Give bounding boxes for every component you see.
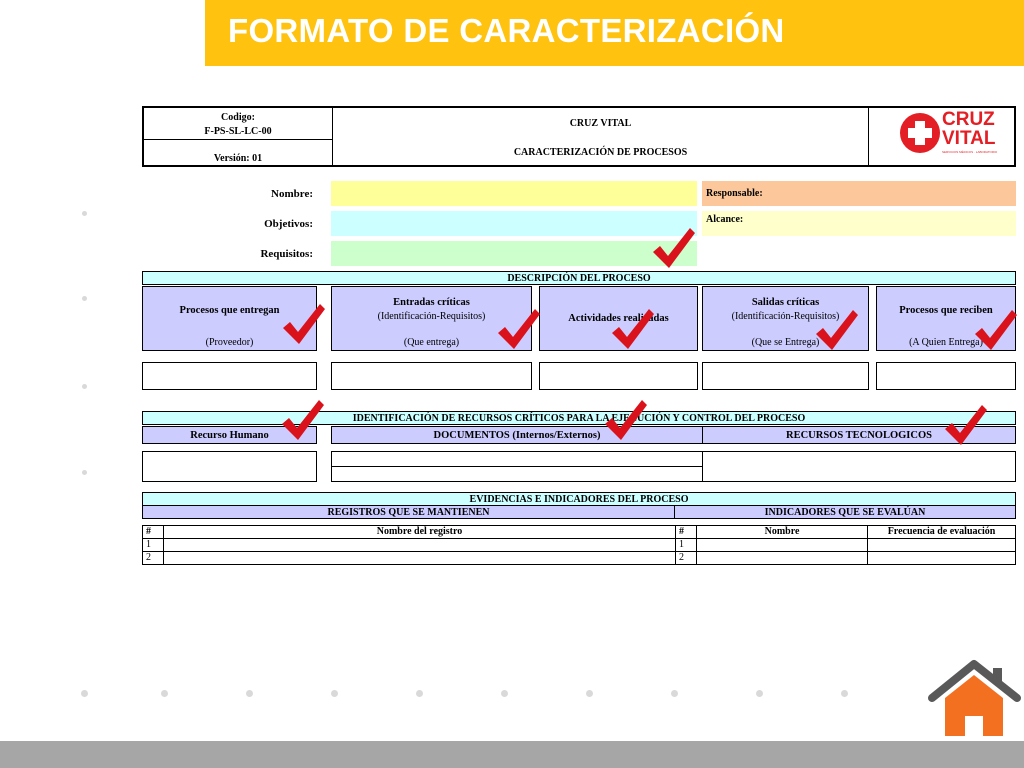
table-header-row [676,526,1016,539]
records-table [142,525,676,565]
checkmark-icon [609,307,655,353]
records-header: REGISTROS QUE SE MANTIENEN [142,505,675,519]
decorative-dot [246,690,253,697]
decorative-dot [82,296,87,301]
requisitos-label: Requisitos: [260,248,313,260]
objetivos-field[interactable] [331,211,697,236]
row-number: 2 [143,552,164,565]
resources-section-title: IDENTIFICACIÓN DE RECURSOS CRÍTICOS PARA LA EJECUCIÓN Y CONTROL DEL PROCESO [142,411,1016,425]
indicators-header: INDICADORES QUE SE EVALÚAN [674,505,1016,519]
decorative-dot [331,690,338,697]
resource-documents-entry[interactable] [331,466,703,482]
decorative-dot [81,690,88,697]
table-row[interactable] [143,552,676,565]
column-header: Frecuencia de evaluación [868,526,1016,539]
company-name: CRUZ VITAL [569,118,632,129]
process-col-title: Procesos que reciben [899,305,993,316]
process-col-note: (Proveedor) [205,337,254,348]
process-col-note: (A Quien Entrega) [909,337,983,348]
process-entry-receivers[interactable] [876,362,1016,390]
decorative-dot [756,690,763,697]
process-entry-activities[interactable] [539,362,698,390]
checkmark-icon [972,308,1018,354]
checkmark-icon [942,403,988,449]
process-col-title: Actividades realizadas [568,313,669,324]
resource-documents-header: DOCUMENTOS (Internos/Externos) [331,426,703,444]
column-header: # [143,526,164,539]
alcance-field[interactable] [702,211,1016,236]
process-col-note: (Que entrega) [403,337,460,348]
home-icon[interactable] [927,658,1024,740]
evidence-section-title: EVIDENCIAS E INDICADORES DEL PROCESO [142,492,1016,506]
process-section-title: DESCRIPCIÓN DEL PROCESO [142,271,1016,285]
objetivos-label: Objetivos: [264,218,313,230]
decorative-dot [82,384,87,389]
process-col-title: Entradas críticas [393,297,470,308]
row-number: 1 [143,539,164,552]
process-entry-suppliers[interactable] [142,362,317,390]
resource-human-header: Recurso Humano [142,426,317,444]
row-number: 2 [676,552,697,565]
cruz-vital-logo [898,110,1008,160]
process-col-title: Salidas críticas [751,297,820,308]
resource-tech-entry[interactable] [702,451,1016,482]
table-row[interactable] [676,539,1016,552]
process-col-sub: (Identificación-Requisitos) [731,311,840,322]
nombre-label: Nombre: [271,188,313,200]
code-label: Codigo: [221,112,255,123]
logo-text-cruz: CRUZ [942,109,995,130]
code-value: F-PS-SL-LC-00 [204,126,272,137]
alcance-label: Alcance: [706,214,744,225]
logo-text-vital: VITAL [942,128,996,149]
version-label: Versión: 01 [213,153,263,164]
checkmark-icon [602,398,648,444]
row-number: 1 [676,539,697,552]
requisitos-field[interactable] [331,241,697,266]
footer-bar [0,741,1024,768]
decorative-dot [841,690,848,697]
page-title: FORMATO DE CARACTERIZACIÓN [228,12,785,49]
process-col-title: Procesos que entregan [179,305,280,316]
decorative-dot [501,690,508,697]
checkmark-icon [650,226,696,272]
logo-tagline: SERVICIOS MÉDICOS · LABORATORIO [942,150,998,154]
document-header [142,106,1016,167]
column-header: Nombre [697,526,868,539]
resource-tech-header: RECURSOS TECNOLOGICOS [702,426,1016,444]
table-row[interactable] [143,539,676,552]
process-col-note: (Que se Entrega) [751,337,820,348]
responsable-label: Responsable: [706,188,763,199]
decorative-dot [82,211,87,216]
decorative-dot [586,690,593,697]
decorative-dot [161,690,168,697]
process-entry-inputs[interactable] [331,362,532,390]
nombre-field[interactable] [331,181,697,206]
column-header: Nombre del registro [164,526,676,539]
decorative-dot [671,690,678,697]
checkmark-icon [279,398,325,444]
table-header-row [143,526,676,539]
decorative-dot [82,470,87,475]
logo-cross-icon [898,111,942,155]
checkmark-icon [495,307,541,353]
indicators-table [675,525,1016,565]
table-row[interactable] [676,552,1016,565]
responsable-field[interactable] [702,181,1016,206]
decorative-dot [416,690,423,697]
column-header: # [676,526,697,539]
document-title: CARACTERIZACIÓN DE PROCESOS [513,147,688,158]
title-banner [205,0,1024,66]
resource-human-entry[interactable] [142,451,317,482]
resource-documents-entry[interactable] [331,451,703,467]
process-col-sub: (Identificación-Requisitos) [377,311,486,322]
checkmark-icon [813,308,859,354]
checkmark-icon [280,302,326,348]
process-entry-outputs[interactable] [702,362,869,390]
